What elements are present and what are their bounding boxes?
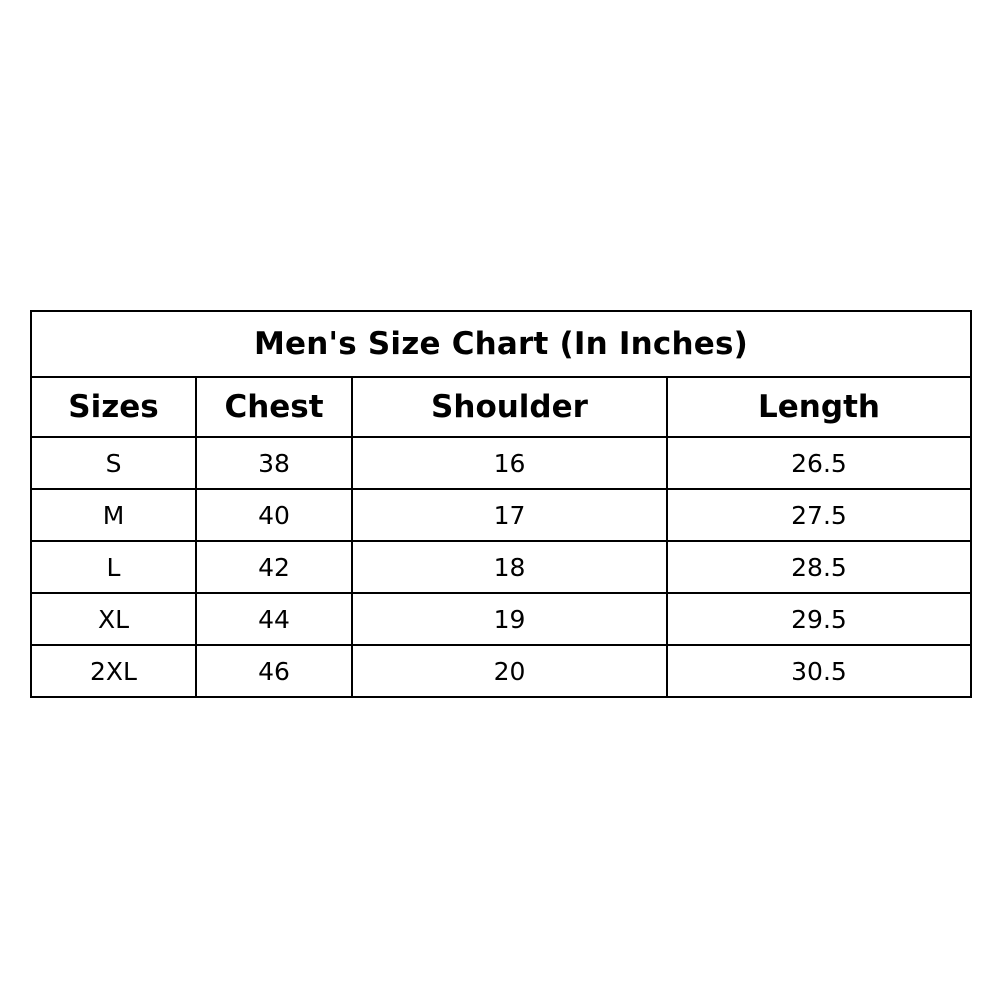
column-header-shoulder: Shoulder — [352, 377, 667, 437]
cell-shoulder: 18 — [352, 541, 667, 593]
cell-shoulder: 20 — [352, 645, 667, 697]
size-chart-container — [30, 310, 970, 698]
cell-size: XL — [31, 593, 196, 645]
table-row — [31, 437, 971, 489]
table-row — [31, 593, 971, 645]
table-row — [31, 645, 971, 697]
cell-size: L — [31, 541, 196, 593]
chart-title: Men's Size Chart (In Inches) — [31, 311, 971, 377]
cell-size: M — [31, 489, 196, 541]
column-header-length: Length — [667, 377, 971, 437]
cell-chest: 46 — [196, 645, 352, 697]
table-header-row — [31, 377, 971, 437]
table-row — [31, 541, 971, 593]
cell-size: S — [31, 437, 196, 489]
size-chart-table — [30, 310, 972, 698]
cell-shoulder: 16 — [352, 437, 667, 489]
cell-shoulder: 19 — [352, 593, 667, 645]
table-row — [31, 489, 971, 541]
cell-shoulder: 17 — [352, 489, 667, 541]
column-header-sizes: Sizes — [31, 377, 196, 437]
cell-chest: 38 — [196, 437, 352, 489]
column-header-chest: Chest — [196, 377, 352, 437]
cell-length: 29.5 — [667, 593, 971, 645]
cell-size: 2XL — [31, 645, 196, 697]
cell-chest: 42 — [196, 541, 352, 593]
cell-chest: 40 — [196, 489, 352, 541]
cell-length: 26.5 — [667, 437, 971, 489]
cell-length: 30.5 — [667, 645, 971, 697]
table-title-row — [31, 311, 971, 377]
cell-length: 27.5 — [667, 489, 971, 541]
cell-length: 28.5 — [667, 541, 971, 593]
cell-chest: 44 — [196, 593, 352, 645]
